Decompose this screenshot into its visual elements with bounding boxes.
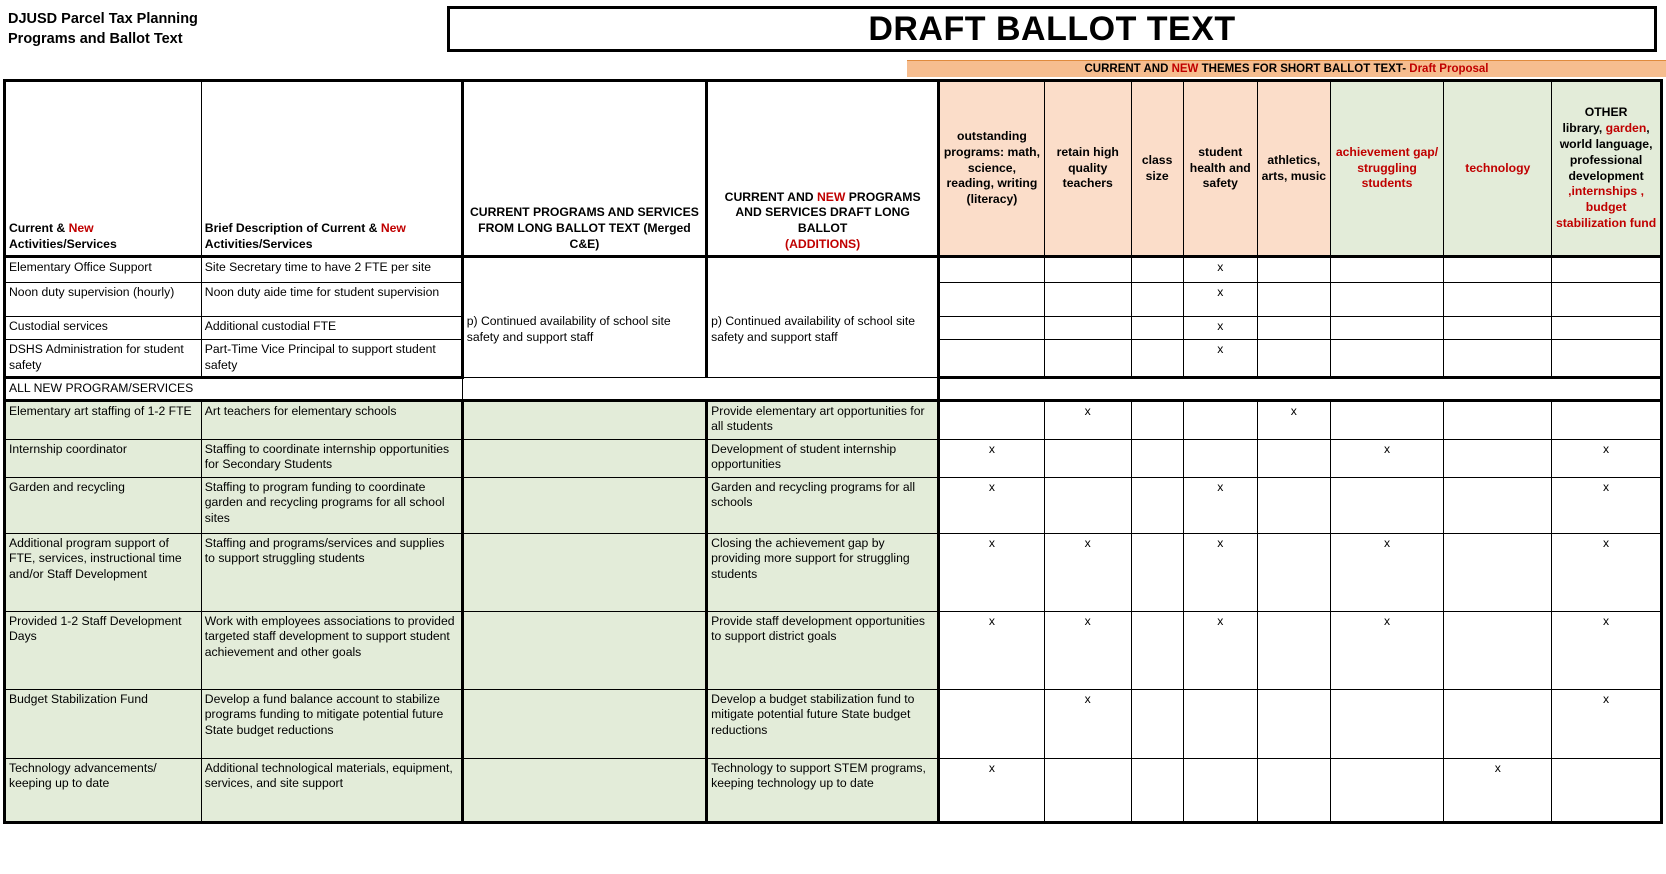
table-row: [5, 439, 1662, 477]
cell-description: Site Secretary time to have 2 FTE per site: [201, 257, 462, 283]
mark-cell: [939, 400, 1045, 439]
mark-cell: [1131, 533, 1183, 611]
mark-cell: [1552, 283, 1662, 317]
draft-ballot-text-banner: [447, 6, 1657, 52]
column-header-brief-description: [201, 81, 462, 257]
mark-cell: x: [1552, 439, 1662, 477]
table-row: [5, 689, 1662, 758]
mark-cell: [1552, 317, 1662, 340]
cell-current-long-ballot: [462, 689, 706, 758]
theme-column-retain-high-quality-teachers: [1044, 81, 1131, 257]
mark-cell: [1044, 758, 1131, 822]
theme-label-7-rest: , world language, professional development: [1559, 120, 1653, 183]
col1-label-new: New: [380, 221, 406, 236]
mark-cell: [1258, 533, 1330, 611]
cell-current-long-ballot: [462, 533, 706, 611]
section-banner-spacer-3: [707, 377, 939, 400]
cell-draft-long-ballot: Garden and recycling programs for all schools: [707, 477, 939, 533]
col3-label-new: NEW: [816, 189, 846, 204]
cell-activity: Custodial services: [5, 317, 202, 340]
mark-cell: [1183, 758, 1258, 822]
cell-activity: Elementary Office Support: [5, 257, 202, 283]
table-row: [5, 400, 1662, 439]
mark-cell: [1258, 257, 1330, 283]
mark-cell: [1258, 317, 1330, 340]
mark-cell: [1330, 340, 1444, 378]
cell-current-long-ballot: [462, 439, 706, 477]
mark-cell: [1131, 340, 1183, 378]
mark-cell: [1258, 340, 1330, 378]
column-header-current-programs-long-ballot: [462, 81, 706, 257]
cell-draft-long-ballot: p) Continued availability of school site safety and support staff: [707, 257, 939, 378]
cell-activity: Elementary art staffing of 1-2 FTE: [5, 400, 202, 439]
mark-cell: [939, 257, 1045, 283]
theme-label-7-redrest: ,internships , budget stabilization fund: [1555, 184, 1657, 231]
mark-cell: [1552, 340, 1662, 378]
draft-ballot-text-label: DRAFT BALLOT TEXT: [868, 9, 1236, 48]
mark-cell: [1131, 439, 1183, 477]
mark-cell: [1330, 400, 1444, 439]
mark-cell: [1552, 400, 1662, 439]
mark-cell: x: [1044, 400, 1131, 439]
table-row: [5, 477, 1662, 533]
theme-column-achievement-gap: [1330, 81, 1444, 257]
cell-description: Additional custodial FTE: [201, 317, 462, 340]
mark-cell: [1444, 533, 1552, 611]
mark-cell: [1131, 477, 1183, 533]
cell-description: Work with employees associations to provided targeted staff development to support student achievement and other goals: [201, 611, 462, 689]
mark-cell: [1330, 283, 1444, 317]
mark-cell: x: [939, 611, 1045, 689]
mark-cell: [1330, 758, 1444, 822]
top-header-strip: [0, 0, 1666, 60]
section-banner-spacer-5: [1044, 377, 1131, 400]
theme-label-2: class size: [1141, 152, 1173, 183]
theme-column-student-health-and-safety: [1183, 81, 1258, 257]
mark-cell: [1044, 283, 1131, 317]
mark-cell: [1330, 689, 1444, 758]
theme-label-4: athletics, arts, music: [1261, 152, 1326, 183]
mark-cell: [1044, 340, 1131, 378]
cell-current-long-ballot: [462, 611, 706, 689]
theme-column-class-size: [1131, 81, 1183, 257]
section-banner-spacer-6: [1131, 377, 1183, 400]
mark-cell: x: [939, 758, 1045, 822]
themes-bar-draft: Draft Proposal: [1409, 63, 1489, 75]
mark-cell: [1131, 283, 1183, 317]
section-banner-spacer-10: [1444, 377, 1552, 400]
theme-label-0: outstanding programs: math, science, reading, writing (literacy): [943, 128, 1040, 207]
mark-cell: [1444, 477, 1552, 533]
cell-draft-long-ballot: Development of student internship opportunities: [707, 439, 939, 477]
themes-bar-label: [1084, 63, 1488, 75]
mark-cell: [1131, 758, 1183, 822]
cell-draft-long-ballot: Provide elementary art opportunities for all students: [707, 400, 939, 439]
cell-description: Art teachers for elementary schools: [201, 400, 462, 439]
cell-activity: Internship coordinator: [5, 439, 202, 477]
mark-cell: [1444, 400, 1552, 439]
mark-cell: x: [1044, 533, 1131, 611]
cell-activity: DSHS Administration for student safety: [5, 340, 202, 378]
theme-label-3: student health and safety: [1189, 144, 1251, 191]
cell-description: Part-Time Vice Principal to support student safety: [201, 340, 462, 378]
col0-label-new: New: [68, 221, 94, 236]
cell-draft-long-ballot: Provide staff development opportunities to support district goals: [707, 611, 939, 689]
theme-label-7-garden: garden: [1605, 120, 1647, 135]
theme-column-athletics-arts-music: [1258, 81, 1330, 257]
mark-cell: [939, 317, 1045, 340]
section-banner-spacer-9: [1330, 377, 1444, 400]
mark-cell: x: [1183, 257, 1258, 283]
mark-cell: [1183, 400, 1258, 439]
mark-cell: x: [939, 439, 1045, 477]
mark-cell: x: [1330, 533, 1444, 611]
mark-cell: [1330, 477, 1444, 533]
mark-cell: x: [1183, 340, 1258, 378]
mark-cell: [939, 340, 1045, 378]
mark-cell: [1044, 317, 1131, 340]
col1-label-b: Activities/Services: [204, 237, 313, 252]
mark-cell: [1444, 283, 1552, 317]
mark-cell: x: [1183, 611, 1258, 689]
mark-cell: x: [939, 477, 1045, 533]
theme-column-outstanding-programs: [939, 81, 1045, 257]
mark-cell: x: [1444, 758, 1552, 822]
column-header-current-and-new-programs-draft: [707, 81, 939, 257]
col1-label-a: Brief Description of Current &: [204, 221, 381, 236]
mark-cell: x: [1258, 400, 1330, 439]
mark-cell: [1131, 611, 1183, 689]
page-title: [8, 10, 428, 49]
mark-cell: [1183, 439, 1258, 477]
mark-cell: [1044, 439, 1131, 477]
mark-cell: [1131, 400, 1183, 439]
mark-cell: [1330, 317, 1444, 340]
cell-current-long-ballot: [462, 400, 706, 439]
mark-cell: [1444, 317, 1552, 340]
col3-label-b: PROGRAMS AND SERVICES DRAFT LONG BALLOT: [735, 189, 921, 236]
cell-description: Additional technological materials, equipment, services, and site support: [201, 758, 462, 822]
cell-draft-long-ballot: Closing the achievement gap by providing more support for struggling students: [707, 533, 939, 611]
themes-bar-part1: CURRENT AND: [1084, 63, 1172, 75]
section-banner-spacer-8: [1258, 377, 1330, 400]
mark-cell: [1258, 689, 1330, 758]
cell-current-long-ballot: [462, 477, 706, 533]
cell-description: Develop a fund balance account to stabilize programs funding to mitigate potential future State budget reductions: [201, 689, 462, 758]
cell-current-long-ballot: p) Continued availability of school site safety and support staff: [462, 257, 706, 378]
mark-cell: x: [1183, 533, 1258, 611]
mark-cell: [1552, 758, 1662, 822]
mark-cell: x: [1183, 283, 1258, 317]
col0-label-b: Activities/Services: [9, 237, 117, 252]
theme-label-6: technology: [1465, 160, 1531, 175]
mark-cell: [1183, 689, 1258, 758]
mark-cell: [1044, 477, 1131, 533]
mark-cell: [939, 283, 1045, 317]
page-title-line1: DJUSD Parcel Tax Planning: [8, 11, 198, 27]
mark-cell: [1444, 257, 1552, 283]
col3-label-additions: (ADDITIONS): [785, 237, 861, 252]
mark-cell: [1444, 439, 1552, 477]
mark-cell: x: [1044, 689, 1131, 758]
cell-activity: Budget Stabilization Fund: [5, 689, 202, 758]
cell-draft-long-ballot: Technology to support STEM programs, keeping technology up to date: [707, 758, 939, 822]
mark-cell: [1131, 317, 1183, 340]
section-banner-spacer-1: [201, 377, 462, 400]
mark-cell: x: [1183, 317, 1258, 340]
cell-draft-long-ballot: Develop a budget stabilization fund to mitigate potential future State budget reductions: [707, 689, 939, 758]
section-banner-spacer-2: [462, 377, 706, 400]
col0-label-a: Current &: [9, 221, 69, 236]
table-row: [5, 533, 1662, 611]
mark-cell: [1258, 283, 1330, 317]
cell-activity: Technology advancements/ keeping up to date: [5, 758, 202, 822]
mark-cell: [1044, 257, 1131, 283]
mark-cell: x: [1330, 439, 1444, 477]
mark-cell: x: [1183, 477, 1258, 533]
table-row: [5, 758, 1662, 822]
theme-label-1: retain high quality teachers: [1056, 144, 1119, 191]
cell-activity: Noon duty supervision (hourly): [5, 283, 202, 317]
mark-cell: x: [1552, 689, 1662, 758]
themes-bar-part2: THEMES FOR SHORT BALLOT TEXT-: [1198, 63, 1410, 75]
mark-cell: x: [1552, 477, 1662, 533]
mark-cell: x: [1330, 611, 1444, 689]
mark-cell: [1131, 257, 1183, 283]
mark-cell: [939, 689, 1045, 758]
theme-column-other: [1552, 81, 1662, 257]
parcel-tax-matrix-table: [3, 79, 1663, 824]
mark-cell: x: [939, 533, 1045, 611]
theme-label-7-other: OTHER: [1584, 105, 1628, 120]
section-banner-label: ALL NEW PROGRAM/SERVICES: [5, 377, 202, 400]
cell-activity: Garden and recycling: [5, 477, 202, 533]
col3-label-a: CURRENT AND: [724, 189, 817, 204]
page-title-line2: Programs and Ballot Text: [8, 30, 183, 47]
cell-description: Staffing to program funding to coordinate garden and recycling programs for all school sites: [201, 477, 462, 533]
table-row: [5, 611, 1662, 689]
cell-description: Staffing to coordinate internship opportunities for Secondary Students: [201, 439, 462, 477]
mark-cell: [1258, 477, 1330, 533]
section-banner-spacer-11: [1552, 377, 1662, 400]
mark-cell: x: [1552, 611, 1662, 689]
mark-cell: [1444, 611, 1552, 689]
table-header-row: [5, 81, 1662, 257]
mark-cell: [1258, 758, 1330, 822]
column-header-current-new-activities: [5, 81, 202, 257]
cell-current-long-ballot: [462, 758, 706, 822]
themes-bar: [907, 60, 1666, 77]
section-banner-spacer-4: [939, 377, 1045, 400]
mark-cell: [1444, 689, 1552, 758]
cell-activity: Provided 1-2 Staff Development Days: [5, 611, 202, 689]
mark-cell: [1131, 689, 1183, 758]
cell-description: Noon duty aide time for student supervision: [201, 283, 462, 317]
mark-cell: [1444, 340, 1552, 378]
mark-cell: [1258, 611, 1330, 689]
mark-cell: x: [1044, 611, 1131, 689]
section-banner-row: [5, 377, 1662, 400]
cell-description: Staffing and programs/services and supplies to support struggling students: [201, 533, 462, 611]
table-row: [5, 257, 1662, 283]
col2-label: CURRENT PROGRAMS AND SERVICES FROM LONG BALLOT TEXT (Merged C&E): [469, 205, 699, 252]
section-banner-spacer-7: [1183, 377, 1258, 400]
mark-cell: [1552, 257, 1662, 283]
theme-column-technology: [1444, 81, 1552, 257]
mark-cell: [1330, 257, 1444, 283]
theme-label-7-library: library,: [1562, 120, 1606, 135]
themes-bar-new: NEW: [1171, 63, 1199, 75]
cell-activity: Additional program support of FTE, services, instructional time and/or Staff Development: [5, 533, 202, 611]
mark-cell: [1258, 439, 1330, 477]
theme-label-5: achievement gap/ struggling students: [1335, 144, 1439, 191]
mark-cell: x: [1552, 533, 1662, 611]
